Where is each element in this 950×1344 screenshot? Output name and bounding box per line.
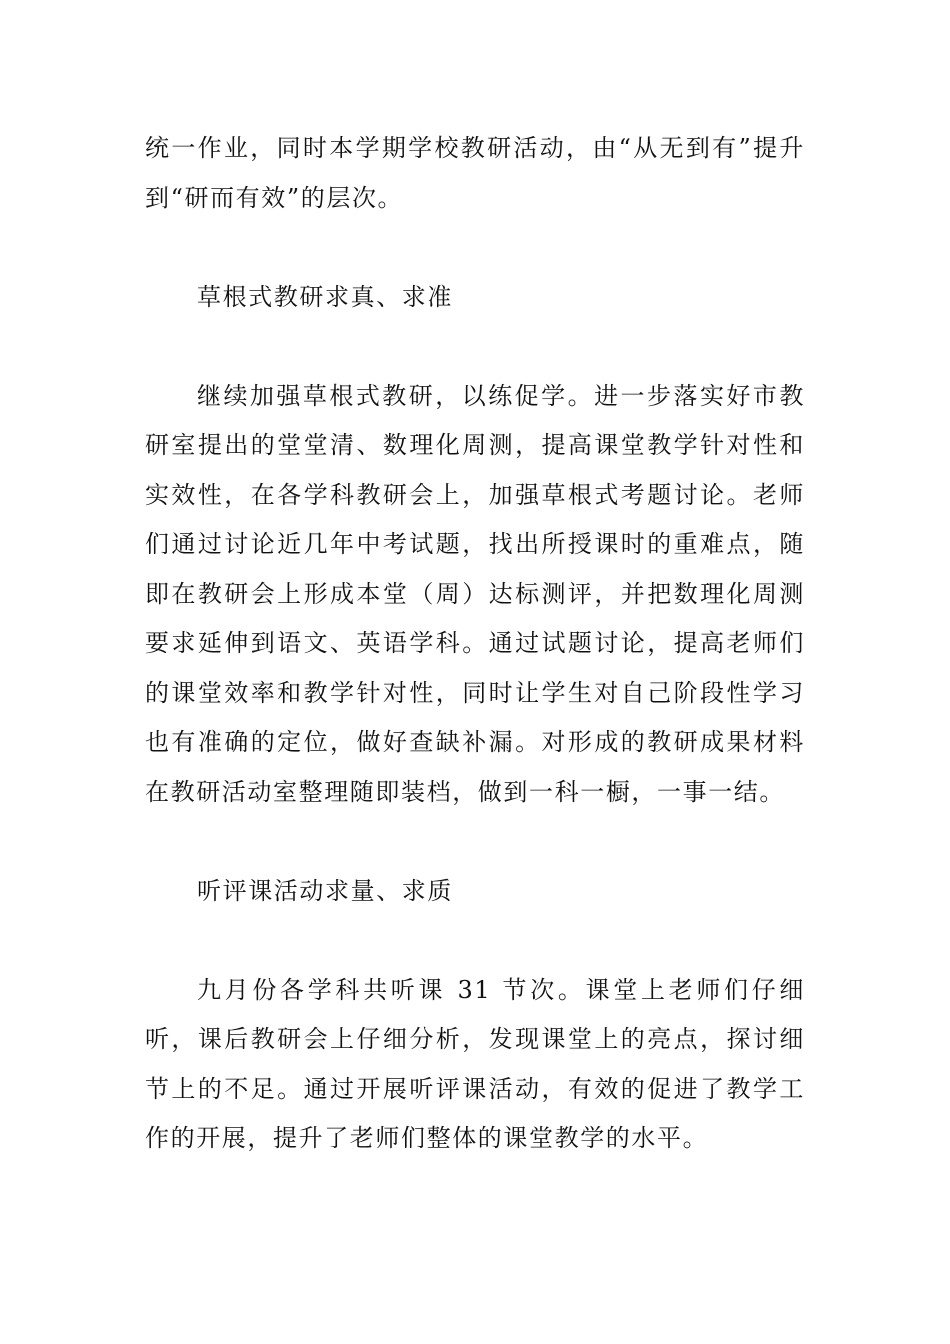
paragraph-spacer — [145, 322, 805, 372]
document-content — [145, 124, 805, 1164]
body-paragraph-lesson-observation: 九月份各学科共听课 31 节次。课堂上老师们仔细听，课后教研会上仔细分析，发现课堂上的亮点，探讨细节上的不足。通过开展听评课活动，有效的促进了教学工作的开展，提升了老师们整体的课堂教学的水平。 — [145, 975, 805, 1152]
paragraph-spacer — [145, 223, 805, 273]
paragraph-spacer — [145, 817, 805, 867]
body-paragraph-continued: 统一作业，同时本学期学校教研活动，由“从无到有”提升到“研而有效”的层次。 — [145, 134, 805, 212]
section-heading-lesson-observation: 听评课活动求量、求质 — [197, 876, 453, 905]
section-heading-grassroots-research: 草根式教研求真、求准 — [197, 282, 453, 311]
body-paragraph-grassroots-research: 继续加强草根式教研，以练促学。进一步落实好市教研室提出的堂堂清、数理化周测，提高课堂教学针对性和实效性，在各学科教研会上，加强草根式考题讨论。老师们通过讨论近几年中考试题，找出所授课时的重难点，随即在教研会上形成本堂（周）达标测评，并把数理化周测要求延伸到语文、英语学科。通过试题讨论，提高老师们的课堂效率和教学针对性，同时让学生对自己阶段性学习也有准确的定位，做好查缺补漏。对形成的教研成果材料在教研活动室整理随即装档，做到一科一橱，一事一结。 — [145, 381, 805, 806]
paragraph-spacer — [145, 916, 805, 966]
